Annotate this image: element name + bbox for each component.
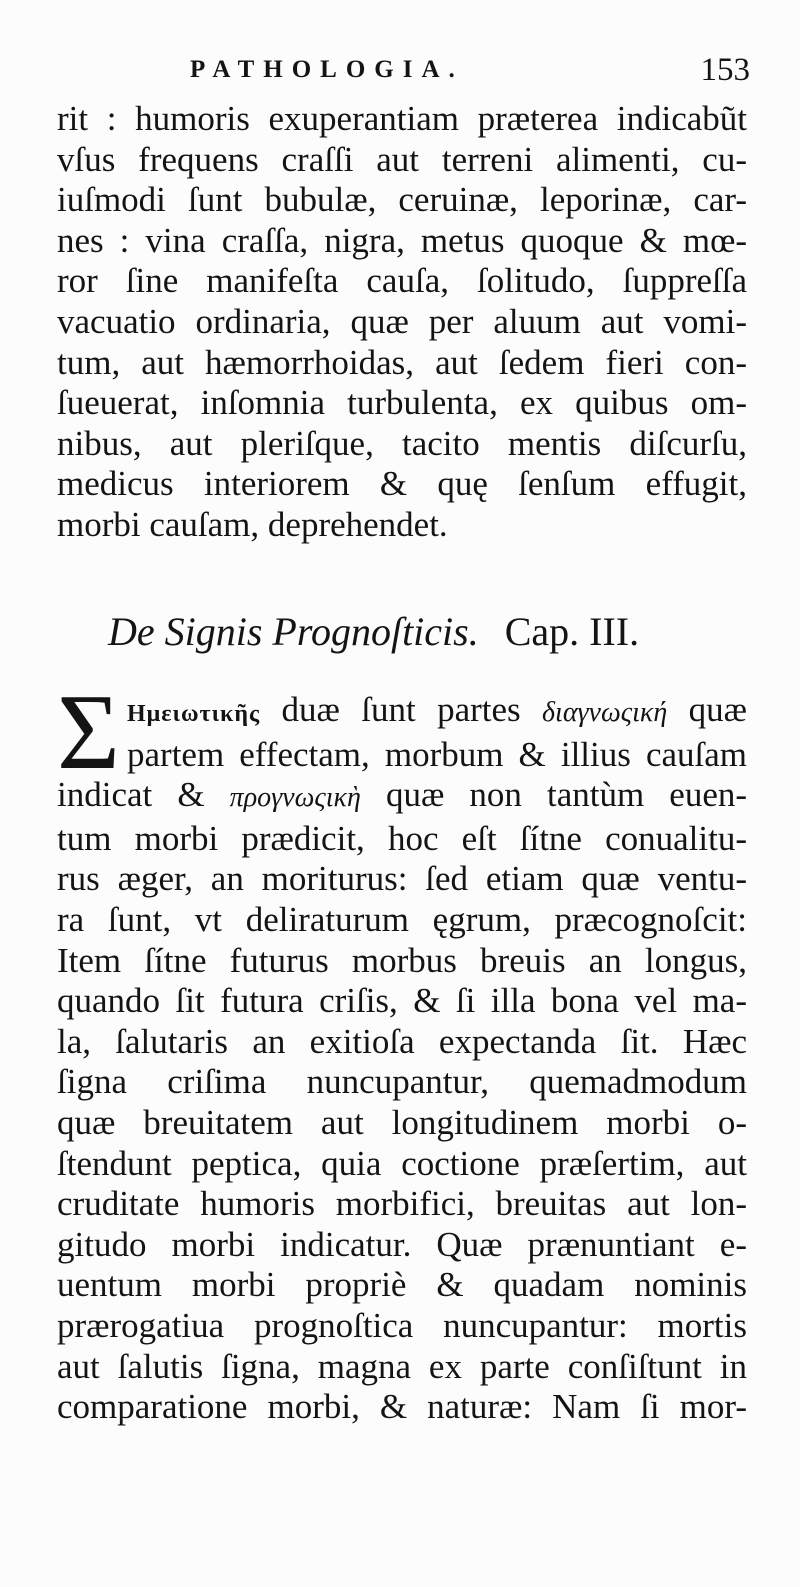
greek-term: προγνωςικὴ xyxy=(229,782,361,814)
running-head: PATHOLOGIA. xyxy=(190,56,464,83)
text-line xyxy=(57,775,747,819)
text-line: ſigna criſima nuncupantur, quemadmodum xyxy=(57,1062,747,1102)
text-line: Item ſítne futurus morbus breuis an longus, xyxy=(57,940,747,980)
chapter-number: Cap. III. xyxy=(504,609,640,654)
text-line: rit : humoris exuperantiam prӕterea indicabũt xyxy=(57,99,747,138)
text-span: duӕ ſunt partes xyxy=(260,690,543,729)
text-line: quando ſit futura criſis, & ſi illa bona vel ma- xyxy=(57,981,747,1021)
text-line: vſus frequens craſſi aut terreni alimenti, cu- xyxy=(57,139,747,179)
greek-term: διαγνωςική xyxy=(542,697,668,728)
text-span: indicat & xyxy=(57,775,230,815)
text-line: la, ſalutaris an exitioſa expectanda ſit. Hӕc xyxy=(57,1021,747,1061)
text-line xyxy=(57,690,747,735)
text-line: vacuatio ordinaria, quӕ per aluum aut vomi- xyxy=(57,301,747,341)
chapter-title: De Signis Prognoſticis. xyxy=(108,609,479,654)
text-line: ror ſine manifeſta cauſa, ſolitudo, ſuppreſſa xyxy=(57,261,747,301)
paragraph-1 xyxy=(57,99,747,546)
text-line-last: morbi cauſam, deprehendet. xyxy=(57,504,448,544)
text-line: aut ſalutis ſigna, magna ex parte conſiſtunt in xyxy=(57,1346,747,1386)
page-header xyxy=(190,52,750,92)
greek-smallcaps: Ημειωτικῆς xyxy=(127,701,261,727)
text-line: rus ӕger, an moriturus: ſed etiam quӕ ventu- xyxy=(57,859,747,899)
text-line: iuſmodi ſunt bubulӕ, ceruinӕ, leporinӕ, car- xyxy=(57,180,747,220)
text-line: nes : vina craſſa, nigra, metus quoque & mœ- xyxy=(57,220,747,260)
text-span: quӕ non tantùm euen- xyxy=(360,775,748,815)
text-line: ſueuerat, inſomnia turbulenta, ex quibus om- xyxy=(57,383,747,423)
text-line: tum, aut hӕmorrhoidas, aut ſedem fieri con- xyxy=(57,342,747,382)
text-line: uentum morbi propriè & quadam nominis xyxy=(57,1265,747,1305)
text-line: quӕ breuitatem aut longitudinem morbi o- xyxy=(57,1102,747,1142)
text-line: gitudo morbi indicatur. Quӕ prӕnuntiant e- xyxy=(57,1224,747,1264)
text-line: nibus, aut pleriſque, tacito mentis diſcurſu, xyxy=(57,423,747,463)
text-line: medicus interiorem & quę ſenſum effugit, xyxy=(57,464,747,504)
chapter-heading xyxy=(108,608,668,655)
text-line: prӕrogatiua prognoſtica nuncupantur: mortis xyxy=(57,1305,747,1345)
text-line: tum morbi prӕdicit, hoc eſt ſítne conualitu- xyxy=(57,818,747,858)
paragraph-2 xyxy=(57,673,748,1428)
text-line: comparatione morbi, & naturӕ: Nam ſi mor- xyxy=(57,1387,747,1427)
text-line: ra ſunt, vt deliraturum ęgrum, prӕcognoſcit: xyxy=(57,899,747,939)
text-line: ſtendunt peptica, quia coctione prӕſertim, aut xyxy=(57,1143,747,1183)
text-line: cruditate humoris morbifici, breuitas aut lon- xyxy=(57,1184,747,1224)
page-number: 153 xyxy=(700,52,750,88)
text-span: quӕ xyxy=(667,690,747,729)
drop-cap: Σ xyxy=(57,673,120,792)
text-line: partem effectam, morbum & illius cauſam xyxy=(127,734,747,774)
